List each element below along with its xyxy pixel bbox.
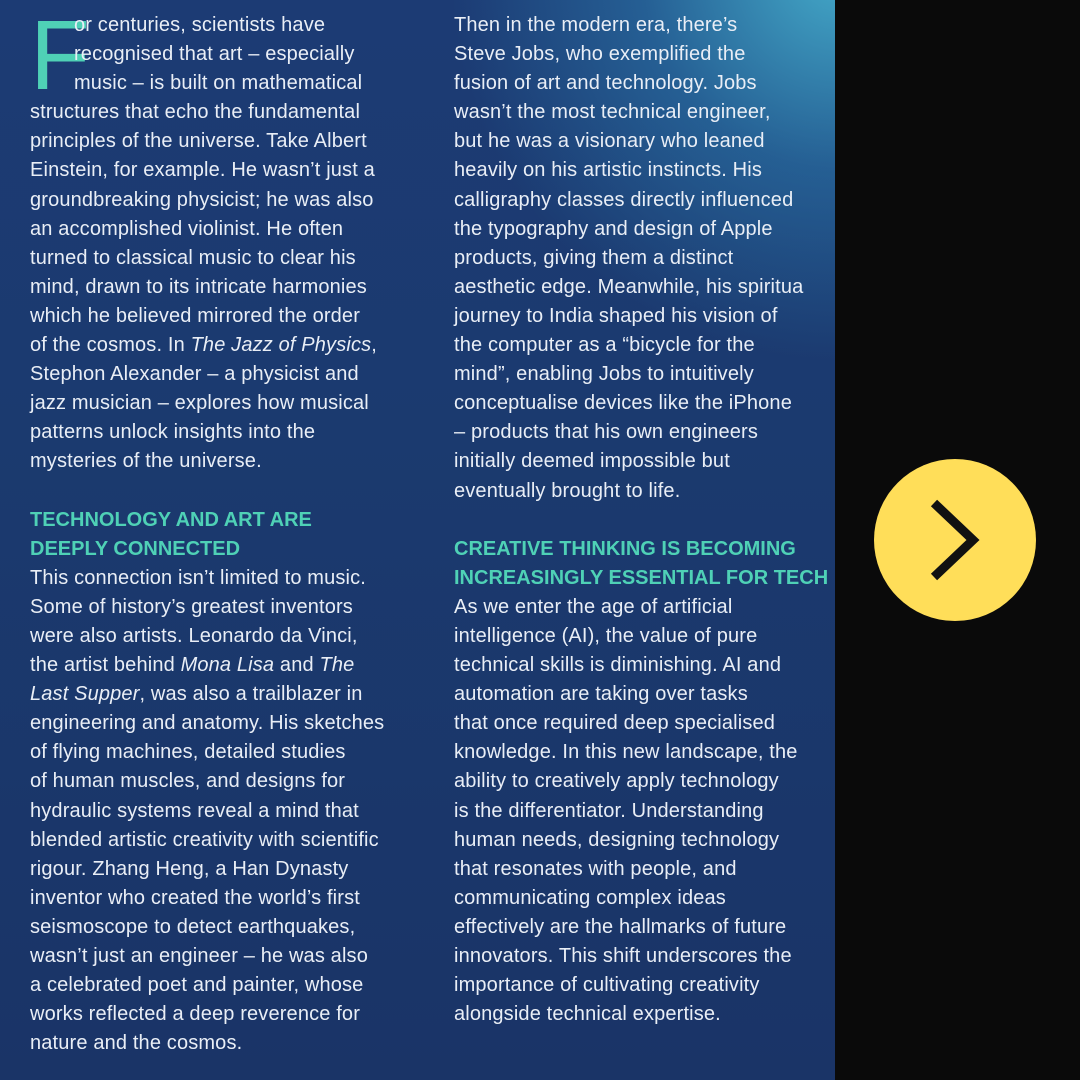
text-run: of the cosmos. In: [30, 334, 191, 357]
text-line: mysteries of the universe.: [30, 450, 262, 473]
text-line: [30, 331, 430, 360]
text-line: effectively are the hallmarks of future: [454, 915, 787, 938]
text-line: that once required deep specialised: [454, 712, 776, 735]
body-paragraph: [454, 593, 835, 1029]
text-line: – products that his own engineers: [454, 421, 759, 444]
text-line: mind”, enabling Jobs to intuitively: [454, 363, 754, 386]
text-line: technical skills is diminishing. AI and: [454, 654, 782, 677]
heading-line: CREATIVE THINKING IS BECOMING: [454, 537, 796, 560]
right-column: [454, 11, 835, 1029]
text-line: inventor who created the world’s first: [30, 886, 360, 909]
text-line: groundbreaking physicist; he was also: [30, 188, 374, 211]
text-line: human needs, designing technology: [454, 828, 780, 851]
text-line: structures that echo the fundamental: [30, 101, 361, 124]
text-line: Then in the modern era, there’s: [454, 14, 738, 36]
text-line: of human muscles, and designs for: [30, 770, 346, 793]
intro-paragraph: [30, 0, 430, 477]
text-line: music – is built on mathematical: [74, 72, 363, 95]
text-line: fusion of art and technology. Jobs: [454, 72, 757, 95]
text-line: importance of cultivating creativity: [454, 974, 760, 997]
text-line: automation are taking over tasks: [454, 683, 748, 706]
text-line: or centuries, scientists have: [74, 14, 326, 36]
text-line: aesthetic edge. Meanwhile, his spiritua: [454, 275, 804, 298]
text-line: intelligence (AI), the value of pure: [454, 624, 758, 647]
text-line: communicating complex ideas: [454, 886, 726, 909]
text-line: that resonates with people, and: [454, 857, 737, 880]
text-line: which he believed mirrored the order: [30, 304, 361, 327]
text-run: the artist behind: [30, 654, 181, 677]
heading-line: DEEPLY CONNECTED: [30, 537, 241, 560]
text-line: Einstein, for example. He wasn’t just a: [30, 159, 375, 182]
section-heading: [30, 506, 430, 564]
text-line: calligraphy classes directly influenced: [454, 188, 794, 211]
text-line: mind, drawn to its intricate harmonies: [30, 275, 367, 298]
text-line: Some of history’s greatest inventors: [30, 595, 353, 618]
artwork-title: The: [319, 654, 355, 677]
text-line: wasn’t the most technical engineer,: [454, 101, 771, 124]
chevron-right-icon: [925, 495, 985, 585]
left-column: [30, 0, 430, 1058]
text-run: , was also a trailblazer in: [139, 683, 363, 706]
text-line: ability to creatively apply technology: [454, 770, 779, 793]
text-line: journey to India shaped his vision of: [454, 304, 778, 327]
next-slide-button[interactable]: [874, 459, 1036, 621]
text-line: products, giving them a distinct: [454, 246, 734, 269]
text-line: works reflected a deep reverence for: [30, 1003, 361, 1026]
body-paragraph: [454, 11, 835, 506]
text-line: engineering and anatomy. His sketches: [30, 712, 385, 735]
text-line: Steve Jobs, who exemplified the: [454, 43, 746, 66]
artwork-title: Last Supper: [30, 683, 140, 706]
text-line: initially deemed impossible but: [454, 450, 730, 473]
text-line: but he was a visionary who leaned: [454, 130, 765, 153]
text-line: patterns unlock insights into the: [30, 421, 316, 444]
paragraph-gap: [30, 477, 430, 506]
text-line: wasn’t just an engineer – he was also: [30, 945, 368, 967]
text-line: seismoscope to detect earthquakes,: [30, 915, 356, 938]
text-run: and: [274, 654, 320, 677]
text-line: nature and the cosmos.: [30, 1032, 243, 1055]
section-heading: [454, 535, 835, 593]
text-line: innovators. This shift underscores the: [454, 945, 792, 967]
text-line: As we enter the age of artificial: [454, 595, 733, 618]
text-line: eventually brought to life.: [454, 479, 681, 502]
book-title: The Jazz of Physics: [190, 334, 372, 357]
text-line: recognised that art – especially: [74, 43, 355, 66]
text-line: Stephon Alexander – a physicist and: [30, 363, 359, 386]
text-line: conceptualise devices like the iPhone: [454, 392, 792, 415]
drop-cap: F: [30, 0, 90, 110]
text-line: blended artistic creativity with scientific: [30, 828, 379, 851]
text-line: rigour. Zhang Heng, a Han Dynasty: [30, 857, 349, 880]
paragraph-gap: [454, 506, 835, 535]
text-line: is the differentiator. Understanding: [454, 799, 764, 822]
text-line: This connection isn’t limited to music.: [30, 566, 366, 589]
text-line: turned to classical music to clear his: [30, 246, 356, 269]
text-line: of flying machines, detailed studies: [30, 741, 346, 764]
text-line: [30, 651, 430, 680]
text-line: jazz musician – explores how musical: [30, 392, 369, 415]
body-paragraph: [30, 564, 430, 1059]
text-line: knowledge. In this new landscape, the: [454, 741, 798, 764]
text-line: the computer as a “bicycle for the: [454, 334, 755, 357]
text-line: [30, 680, 430, 709]
text-line: the typography and design of Apple: [454, 217, 773, 240]
text-line: heavily on his artistic instincts. His: [454, 159, 763, 182]
heading-line: TECHNOLOGY AND ART ARE: [30, 508, 312, 531]
text-line: were also artists. Leonardo da Vinci,: [30, 624, 358, 647]
text-line: hydraulic systems reveal a mind that: [30, 799, 359, 822]
text-line: alongside technical expertise.: [454, 1003, 721, 1026]
text-line: an accomplished violinist. He often: [30, 217, 344, 240]
text-line: principles of the universe. Take Albert: [30, 130, 367, 153]
artwork-title: Mona Lisa: [180, 654, 275, 677]
text-line: a celebrated poet and painter, whose: [30, 974, 364, 997]
heading-line: INCREASINGLY ESSENTIAL FOR TECH: [454, 566, 829, 589]
text-run: ,: [371, 334, 377, 357]
